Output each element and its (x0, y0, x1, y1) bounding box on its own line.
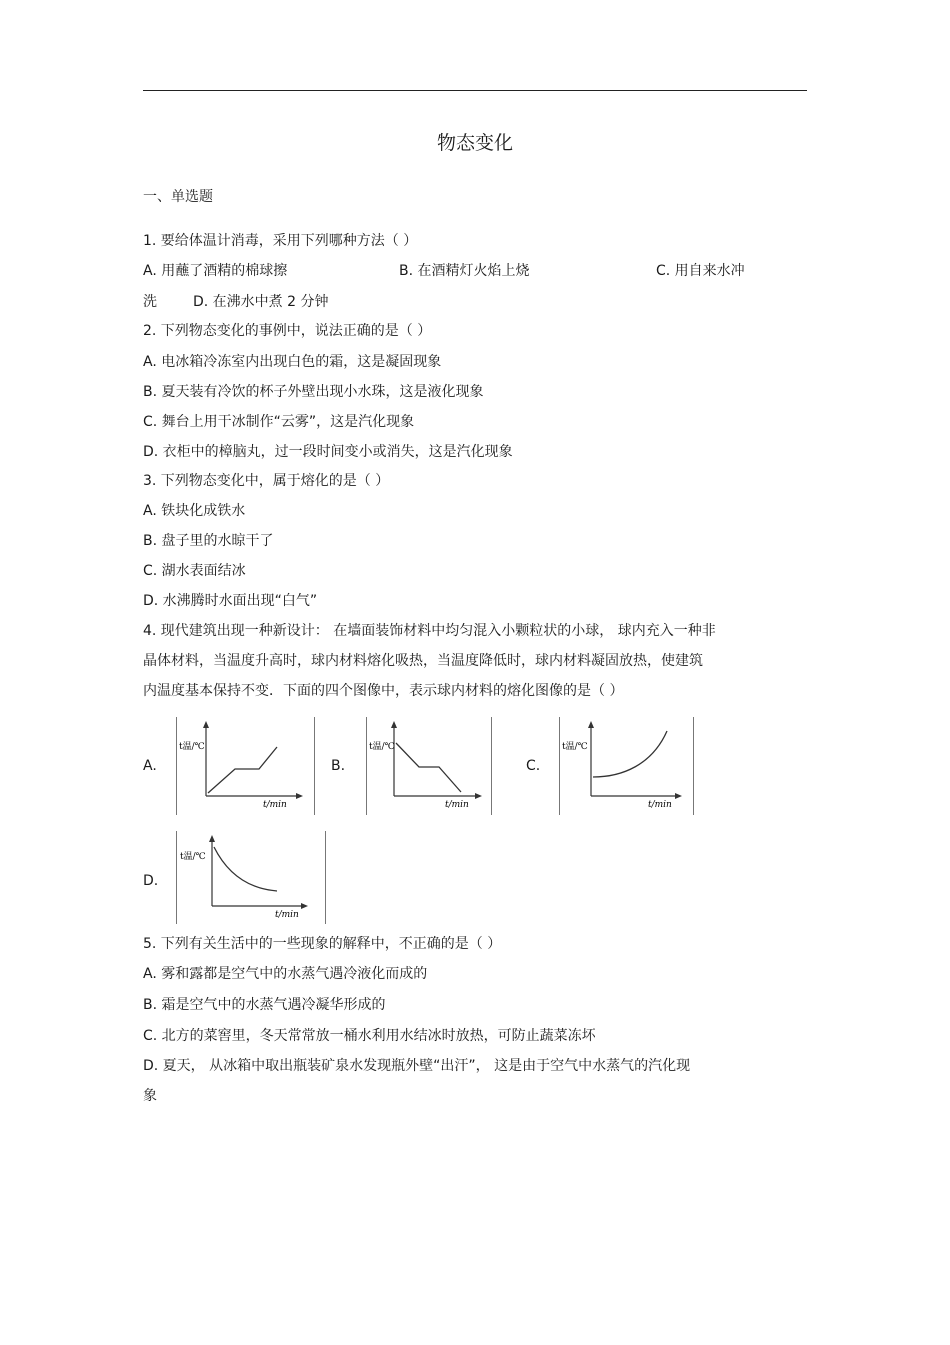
q5-option-a: A. 雾和露都是空气中的水蒸气遇冷液化而成的 (143, 966, 428, 982)
q1-option-c: C. 用自来水冲 (656, 263, 745, 279)
q3-option-c: C. 湖水表面结冰 (143, 563, 246, 579)
top-rule (143, 90, 807, 91)
q5-option-d: D. 夏天， 从冰箱中取出瓶装矿泉水发现瓶外壁“出汗”， 这是由于空气中水蒸气的汽化现 (143, 1058, 691, 1074)
series-a-curve (208, 747, 277, 793)
x-axis-label: t/min (445, 800, 469, 810)
series-c-curve (593, 731, 667, 777)
q3-option-a: A. 铁块化成铁水 (143, 503, 246, 519)
q1-option-c-cont: 洗 (143, 294, 157, 310)
series-d-curve (214, 847, 277, 891)
q5-option-b: B. 霜是空气中的水蒸气遇冷凝华形成的 (143, 997, 386, 1013)
x-axis-label: t/min (263, 800, 287, 810)
q2-stem: 2. 下列物态变化的事例中，说法正确的是（ ） (143, 323, 432, 339)
q2-option-d: D. 衣柜中的樟脑丸，过一段时间变小或消失，这是汽化现象 (143, 444, 513, 460)
q4-stem-line2: 晶体材料，当温度升高时，球内材料熔化吸热，当温度降低时，球内材料凝固放热，使建筑 (143, 653, 703, 669)
section-heading: 一、单选题 (143, 189, 213, 205)
graph-c (559, 717, 694, 815)
q4-option-a-label: A. (143, 758, 157, 774)
q3-stem: 3. 下列物态变化中，属于熔化的是（ ） (143, 473, 390, 489)
q4-option-c-label: C. (526, 758, 541, 774)
q2-option-a: A. 电冰箱冷冻室内出现白色的霜，这是凝固现象 (143, 354, 442, 370)
y-axis-label: t温/℃ (369, 742, 395, 752)
q1-option-b: B. 在酒精灯火焰上烧 (399, 263, 530, 279)
q1-stem: 1. 要给体温计消毒，采用下列哪种方法（ ） (143, 233, 418, 249)
q1-option-d: D. 在沸水中煮 2 分钟 (193, 294, 329, 310)
q5-option-c: C. 北方的菜窖里，冬天常常放一桶水利用水结冰时放热，可防止蔬菜冻坏 (143, 1028, 596, 1044)
graph-d (176, 831, 326, 924)
graph-a (176, 717, 315, 815)
graph-b (366, 717, 492, 815)
y-axis-label: t温/℃ (562, 742, 588, 752)
y-axis-label: t温/℃ (179, 742, 205, 752)
q2-option-c: C. 舞台上用干冰制作“云雾”，这是汽化现象 (143, 414, 415, 430)
q1-option-a: A. 用蘸了酒精的棉球擦 (143, 263, 288, 279)
q5-stem: 5. 下列有关生活中的一些现象的解释中，不正确的是（ ） (143, 936, 502, 952)
q2-option-b: B. 夏天装有冷饮的杯子外壁出现小水珠，这是液化现象 (143, 384, 484, 400)
q5-option-d-cont: 象 (143, 1088, 157, 1104)
y-axis-label: t温/℃ (180, 852, 206, 862)
x-axis-label: t/min (648, 800, 672, 810)
q4-option-b-label: B. (331, 758, 346, 774)
page-title: 物态变化 (436, 132, 513, 154)
q4-stem-line3: 内温度基本保持不变．下面的四个图像中，表示球内材料的熔化图像的是（ ） (143, 683, 624, 699)
q4-stem-line1: 4. 现代建筑出现一种新设计： 在墙面装饰材料中均匀混入小颗粒状的小球， 球内充入一种非 (143, 623, 716, 639)
q3-option-b: B. 盘子里的水晾干了 (143, 533, 274, 549)
series-b-curve (396, 743, 461, 792)
x-axis-label: t/min (275, 910, 299, 920)
q3-option-d: D. 水沸腾时水面出现“白气” (143, 593, 318, 609)
q4-option-d-label: D. (143, 873, 159, 889)
